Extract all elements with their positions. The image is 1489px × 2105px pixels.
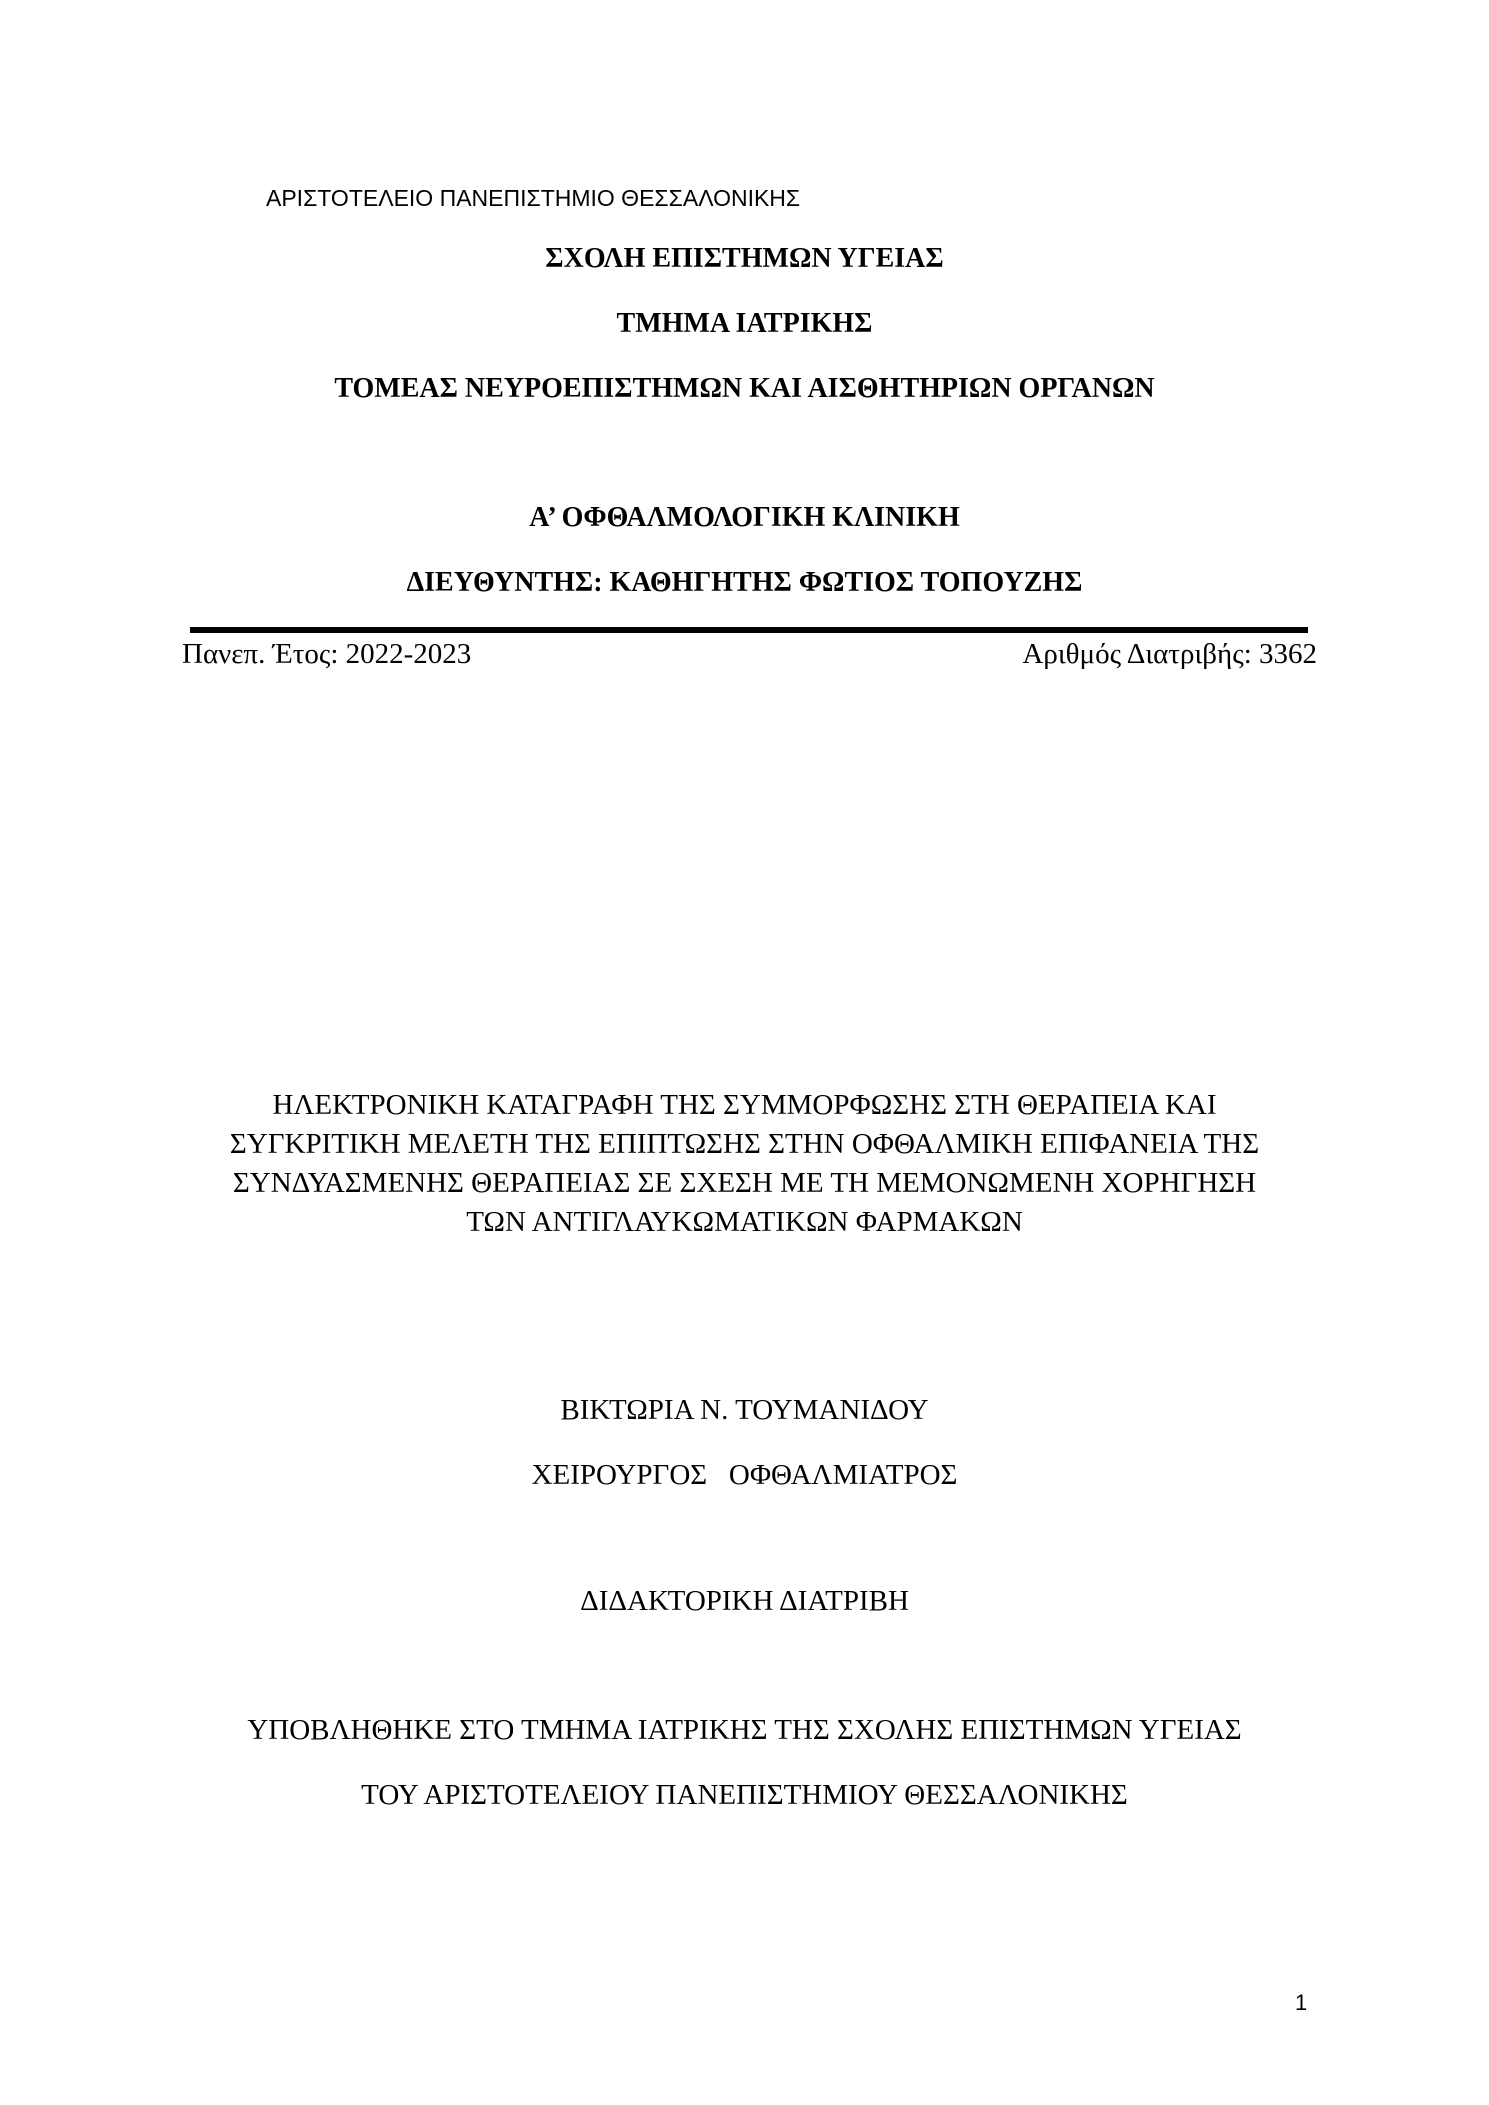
director-line: ΔΙΕΥΘΥΝΤΗΣ: ΚΑΘΗΓΗΤΗΣ ΦΩΤΙΟΣ ΤΟΠΟΥΖΗΣ (406, 567, 1083, 598)
title-line-3: ΣΥΝΔΥΑΣΜΕΝΗΣ ΘΕΡΑΠΕΙΑΣ ΣΕ ΣΧΕΣΗ ΜΕ ΤΗ ΜΕΜΟΝΩΜΕΝΗ ΧΟΡΗΓΗΣΗ (232, 1167, 1257, 1199)
document-type: ΔΙΔΑΚΤΟΡΙΚΗ ΔΙΑΤΡΙΒΗ (580, 1585, 909, 1617)
clinic-name: Α’ ΟΦΘΑΛΜΟΛΟΓΙΚΗ ΚΛΙΝΙΚΗ (529, 502, 960, 533)
thesis-number: Αριθμός Διατριβής: 3362 (1022, 638, 1317, 670)
page-number: 1 (1295, 1990, 1308, 2015)
submission-line-2: ΤΟΥ ΑΡΙΣΤΟΤΕΛΕΙΟΥ ΠΑΝΕΠΙΣΤΗΜΙΟΥ ΘΕΣΣΑΛΟΝΙΚΗΣ (361, 1779, 1128, 1811)
horizontal-rule (190, 627, 1308, 633)
school-name: ΣΧΟΛΗ ΕΠΙΣΤΗΜΩΝ ΥΓΕΙΑΣ (545, 243, 944, 274)
title-line-2: ΣΥΓΚΡΙΤΙΚΗ ΜΕΛΕΤΗ ΤΗΣ ΕΠΙΠΤΩΣΗΣ ΣΤΗΝ ΟΦΘΑΛΜΙΚΗ ΕΠΙΦΑΝΕΙΑ ΤΗΣ (229, 1128, 1260, 1160)
university-name: ΑΡΙΣΤΟΤΕΛΕΙΟ ΠΑΝΕΠΙΣΤΗΜΙΟ ΘΕΣΣΑΛΟΝΙΚΗΣ (266, 185, 801, 211)
title-line-4: ΤΩΝ ΑΝΤΙΓΛΑΥΚΩΜΑΤΙΚΩΝ ΦΑΡΜΑΚΩΝ (466, 1206, 1023, 1238)
author-profession: ΧΕΙΡΟΥΡΓΟΣ ΟΦΘΑΛΜΙΑΤΡΟΣ (531, 1459, 958, 1491)
author-name: ΒΙΚΤΩΡΙΑ Ν. ΤΟΥΜΑΝΙΔΟΥ (560, 1394, 929, 1426)
sector-name: ΤΟΜΕΑΣ ΝΕΥΡΟΕΠΙΣΤΗΜΩΝ ΚΑΙ ΑΙΣΘΗΤΗΡΙΩΝ ΟΡΓΑΝΩΝ (334, 373, 1155, 404)
department-name: ΤΜΗΜΑ ΙΑΤΡΙΚΗΣ (616, 308, 873, 339)
submission-line-1: ΥΠΟΒΛΗΘΗΚΕ ΣΤΟ ΤΜΗΜΑ ΙΑΤΡΙΚΗΣ ΤΗΣ ΣΧΟΛΗΣ ΕΠΙΣΤΗΜΩΝ ΥΓΕΙΑΣ (247, 1714, 1242, 1746)
academic-year: Πανεπ. Έτος: 2022-2023 (182, 638, 472, 670)
thesis-title (0, 1086, 1489, 1242)
title-line-1: ΗΛΕΚΤΡΟΝΙΚΗ ΚΑΤΑΓΡΑΦΗ ΤΗΣ ΣΥΜΜΟΡΦΩΣΗΣ ΣΤΗ ΘΕΡΑΠΕΙΑ ΚΑΙ (272, 1089, 1217, 1121)
